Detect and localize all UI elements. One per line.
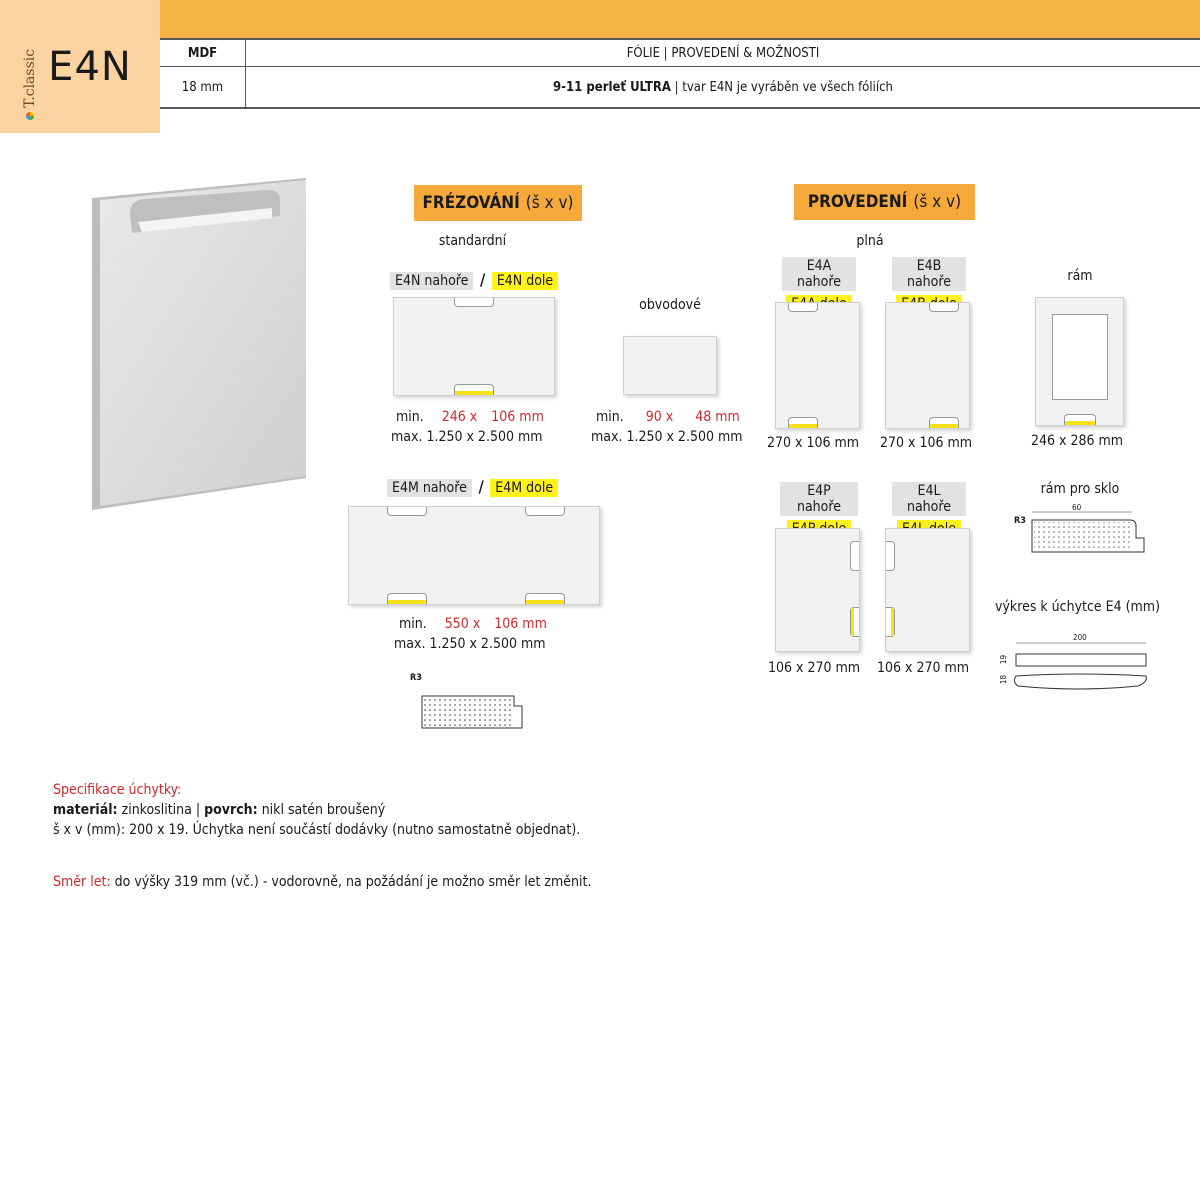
- e4m-panel: [348, 506, 600, 605]
- e4m-top-label: E4M nahoře: [387, 479, 472, 497]
- e4a-dim: 270 x 106 mm: [767, 435, 860, 451]
- foil-name: 9-11 perleť ULTRA: [553, 79, 671, 95]
- e4p-top-label: E4P nahoře: [780, 482, 858, 516]
- design-title-note: (š x v): [913, 192, 962, 212]
- glass-frame-label: rám pro sklo: [1040, 481, 1120, 497]
- foil-note: | tvar E4N je vyráběn ve všech fóliích: [670, 79, 893, 95]
- e4m-min: [399, 616, 547, 632]
- surface-value: nikl satén broušený: [257, 802, 386, 818]
- product-code: E4N: [48, 43, 132, 90]
- door-image: [92, 178, 322, 510]
- spec-size: š x v (mm): 200 x 19. Úchytka není součástí dodávky (nutno samostatně objednat).: [53, 822, 581, 838]
- spec-title: Specifikace úchytky:: [53, 782, 182, 798]
- e4p-panel: [775, 528, 860, 652]
- e4p-dim: 106 x 270 mm: [768, 660, 861, 676]
- glass-frame-profile-drawing: [1012, 500, 1152, 562]
- handle-slot-top: [788, 303, 818, 312]
- handle-slot-side: [850, 607, 859, 637]
- glass-radius: R3: [1014, 516, 1026, 526]
- handle-slot-top: [454, 298, 494, 307]
- frame-label: rám: [1067, 268, 1093, 284]
- frame-opening: [1052, 314, 1108, 400]
- min-label: min.: [596, 409, 624, 425]
- e4m-bottom-label: E4M dole: [490, 479, 558, 497]
- material-label: materiál:: [53, 802, 118, 818]
- grain-value: do výšky 319 mm (vč.) - vodorovně, na požádání je možno směr let změnit.: [110, 874, 592, 890]
- e4n-min: [396, 409, 544, 425]
- door-illustration: [92, 178, 322, 510]
- handle-slot-bottom: [387, 593, 427, 604]
- handle-slot-side: [886, 541, 895, 571]
- e4n-panel: [393, 297, 555, 396]
- handle-spec: [53, 780, 853, 840]
- design-title-bold: PROVEDENÍ: [807, 192, 908, 212]
- handle-slot-top: [525, 507, 565, 516]
- drawing-label: výkres k úchytce E4 (mm): [995, 599, 1160, 615]
- milling-title-bold: FRÉZOVÁNÍ: [422, 193, 520, 213]
- brand-logo: [20, 40, 40, 120]
- drawing-height-1: 19: [999, 654, 1009, 665]
- frame-panel: [1035, 297, 1124, 426]
- grain-label: Směr let:: [53, 874, 111, 890]
- handle-slot-side: [886, 607, 895, 637]
- e4m-max: max. 1.250 x 2.500 mm: [394, 636, 546, 652]
- profile-radius: R3: [410, 673, 422, 683]
- min-width: 246 x: [441, 409, 478, 425]
- divider: [160, 107, 1200, 109]
- mdf-thickness: 18 mm: [181, 79, 224, 95]
- milling-title: [414, 185, 582, 221]
- handle-slot-top: [387, 507, 427, 516]
- perimeter-panel: [623, 336, 717, 395]
- standard-label: standardní: [438, 233, 507, 249]
- foil-value: [246, 67, 1200, 107]
- min-height: 48 mm: [695, 409, 740, 425]
- e4b-panel: [885, 302, 970, 429]
- edge-profile-drawing: [418, 688, 526, 730]
- handle-slot-top: [929, 303, 959, 312]
- min-width: 550 x: [444, 616, 481, 632]
- min-label: min.: [399, 616, 427, 632]
- min-width: 90 x: [645, 409, 674, 425]
- frame-dim: 246 x 286 mm: [1031, 433, 1124, 449]
- e4n-max: max. 1.250 x 2.500 mm: [391, 429, 543, 445]
- slash: /: [479, 270, 486, 289]
- handle-slot-bottom: [929, 417, 959, 428]
- brand-dot-icon: [26, 112, 34, 120]
- perimeter-label: obvodové: [639, 297, 701, 313]
- handle-slot-bottom: [525, 593, 565, 604]
- e4n-variant-labels: [390, 270, 560, 290]
- e4l-panel: [885, 528, 970, 652]
- milling-title-note: (š x v): [525, 193, 574, 213]
- handle-slot-bottom: [454, 384, 494, 395]
- slash: /: [478, 477, 484, 496]
- solid-label: plná: [856, 233, 884, 249]
- design-title: [794, 184, 975, 220]
- e4b-top-label: E4B nahoře: [892, 257, 966, 291]
- grain-direction: [53, 872, 853, 892]
- drawing-width: 200: [1073, 633, 1087, 642]
- e4l-dim: 106 x 270 mm: [877, 660, 970, 676]
- e4a-panel: [775, 302, 860, 429]
- handle-slot-bottom: [788, 417, 818, 428]
- handle-slot-bottom: [1064, 414, 1096, 425]
- e4m-variant-labels: [387, 477, 567, 497]
- e4n-top-label: E4N nahoře: [390, 272, 473, 290]
- col-header-mdf: MDF: [187, 45, 218, 61]
- header-bar: [160, 0, 1200, 38]
- perimeter-max: max. 1.250 x 2.500 mm: [591, 429, 743, 445]
- material-value: zinkoslitina |: [117, 802, 205, 818]
- e4b-dim: 270 x 106 mm: [880, 435, 973, 451]
- min-height: 106 mm: [494, 616, 547, 632]
- handle-slot-side: [850, 541, 859, 571]
- drawing-height-2: 18: [999, 674, 1009, 685]
- min-label: min.: [396, 409, 424, 425]
- brand-name: T.classic: [22, 48, 38, 108]
- e4n-bottom-label: E4N dole: [492, 272, 558, 290]
- e4a-top-label: E4A nahoře: [782, 257, 856, 291]
- glass-width: 60: [1072, 503, 1082, 512]
- min-height: 106 mm: [491, 409, 544, 425]
- col-header-foil: FÓLIE | PROVEDENÍ & MOŽNOSTI: [626, 45, 820, 61]
- surface-label: povrch:: [204, 802, 258, 818]
- perimeter-min: [596, 409, 740, 425]
- e4l-top-label: E4L nahoře: [892, 482, 966, 516]
- spec-material: [53, 800, 853, 820]
